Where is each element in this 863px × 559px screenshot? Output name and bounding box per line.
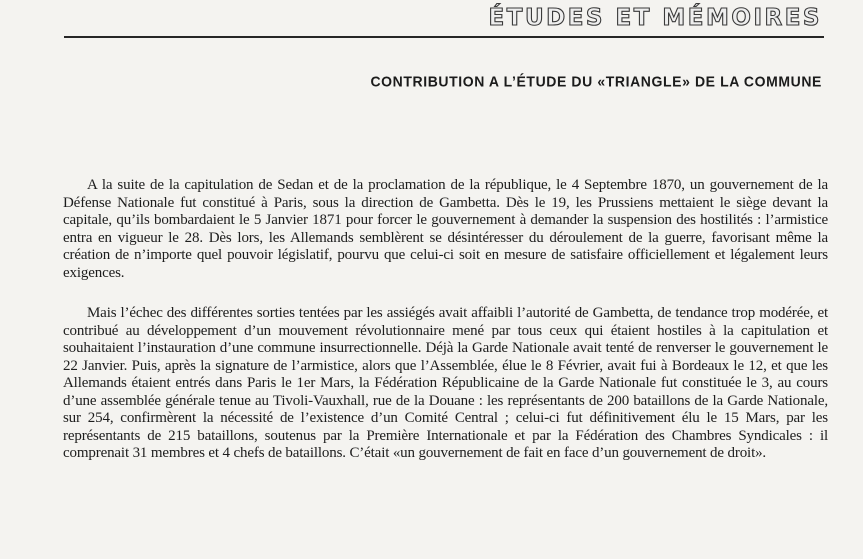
section-header: ÉTUDES ET MÉMOIRES [488, 5, 822, 31]
article-body [63, 177, 828, 486]
paragraph-1: A la suite de la capitulation de Sedan et de la proclamation de la république, le 4 Septembre 1870, un gouvernement de la Défense Nationale fut constitué à Paris, sous la direction de Gambetta. Dès le 19, les Prussiens mettaient le siège devant la capitale, qu’ils bombardaient le 5 Janvier 1871 pour forcer le gouvernement à demander la suspension des hostilités : l’armistice entra en vigueur le 28. Dès lors, les Allemands semblèrent se désintéresser du déroulement de la guerre, favorisant même la création de n’importe quel pouvoir législatif, pourvu que celui-ci soit en mesure de satisfaire officiellement et légalement leurs exigences. [63, 177, 828, 281]
paragraph-2: Mais l’échec des différentes sorties tentées par les assiégés avait affaibli l’autorité de Gambetta, de tendance trop modérée, et contribué au développement d’un mouvement révolutionnaire mené par tous ceux qui étaient hostiles à la capitulation et souhaitaient l’instauration d’une commune insurrectionnelle. Déjà la Garde Nationale avait tenté de renverser le gouvernement le 22 Janvier. Puis, après la signature de l’armistice, alors que l’Assemblée, élue le 8 Février, avait fui à Bordeaux le 12, et que les Allemands étaient entrés dans Paris le 1er Mars, la Fédération Républicaine de la Garde Nationale fut constituée le 3, au cours d’une assemblée générale tenue au Tivoli-Vauxhall, rue de la Douane : les représentants de 200 bataillons de la Garde Nationale, sur 254, confirmèrent la nécessité de l’existence d’un Comité Central ; celui-ci fut définitivement élu le 15 Mars, par les représentants de 215 bataillons, soutenus par la Première Internationale et par la Fédération des Chambres Syndicales : il comprenait 31 membres et 4 chefs de bataillons. C’était «un gouvernement de fait en face d’un gouvernement de droit». [63, 305, 828, 461]
article-title: CONTRIBUTION A L’ÉTUDE DU «TRIANGLE» DE LA COMMUNE [370, 72, 822, 90]
header-rule [64, 36, 824, 38]
